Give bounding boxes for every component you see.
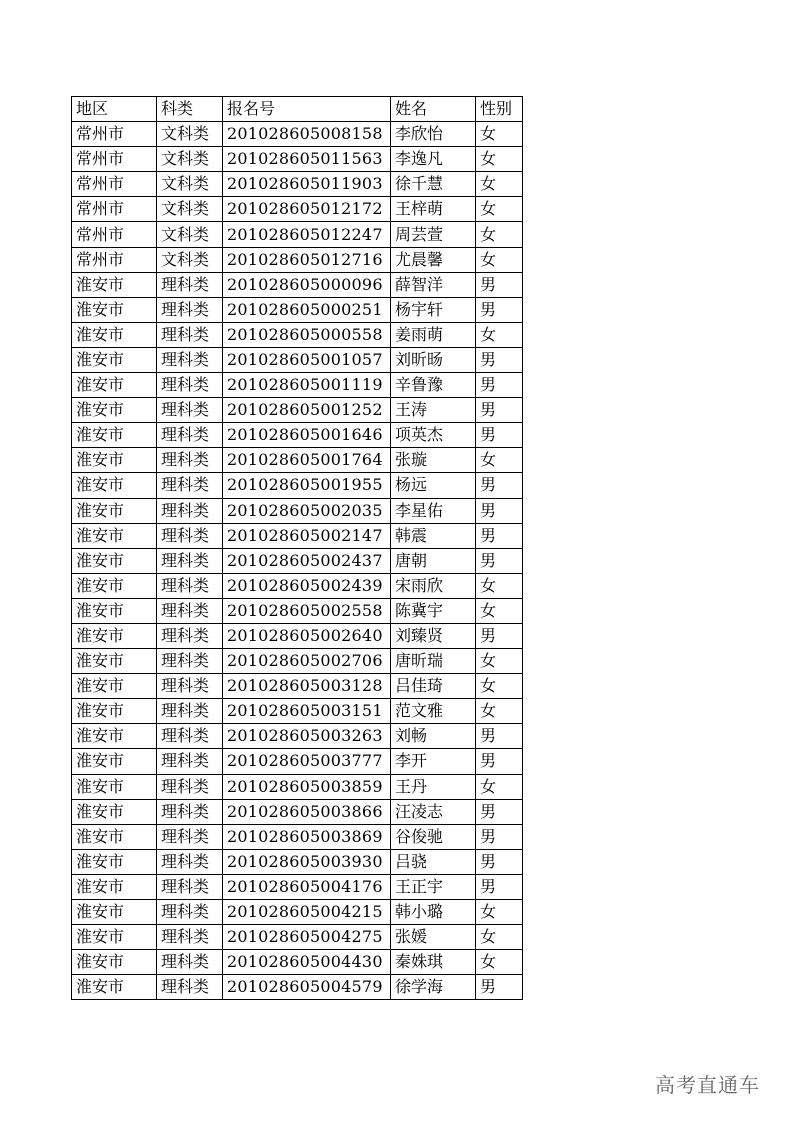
cell-name: 韩小璐	[391, 900, 476, 925]
cell-registration-number: 201028605004579	[223, 975, 391, 1000]
cell-region: 淮安市	[72, 373, 157, 398]
cell-category: 理科类	[157, 749, 223, 774]
cell-region: 淮安市	[72, 548, 157, 573]
cell-category: 文科类	[157, 147, 223, 172]
cell-category: 理科类	[157, 724, 223, 749]
table-body	[72, 122, 523, 1000]
cell-gender: 女	[476, 900, 523, 925]
cell-registration-number: 201028605008158	[223, 122, 391, 147]
cell-name: 薛智洋	[391, 272, 476, 297]
table-row	[72, 724, 523, 749]
cell-registration-number: 201028605011903	[223, 172, 391, 197]
table-row	[72, 900, 523, 925]
cell-name: 李逸凡	[391, 147, 476, 172]
cell-category: 文科类	[157, 122, 223, 147]
cell-registration-number: 201028605001057	[223, 347, 391, 372]
cell-category: 理科类	[157, 699, 223, 724]
cell-name: 李欣怡	[391, 122, 476, 147]
cell-gender: 女	[476, 247, 523, 272]
table-row	[72, 423, 523, 448]
cell-registration-number: 201028605012716	[223, 247, 391, 272]
table-row	[72, 674, 523, 699]
cell-gender: 女	[476, 147, 523, 172]
cell-name: 王梓萌	[391, 197, 476, 222]
cell-name: 范文雅	[391, 699, 476, 724]
table-row	[72, 448, 523, 473]
cell-gender: 男	[476, 849, 523, 874]
cell-gender: 男	[476, 724, 523, 749]
cell-region: 淮安市	[72, 774, 157, 799]
cell-name: 王涛	[391, 398, 476, 423]
cell-category: 理科类	[157, 272, 223, 297]
cell-category: 理科类	[157, 322, 223, 347]
cell-category: 理科类	[157, 623, 223, 648]
table-row	[72, 197, 523, 222]
header-name: 姓名	[391, 97, 476, 122]
cell-registration-number: 201028605003151	[223, 699, 391, 724]
cell-region: 淮安市	[72, 799, 157, 824]
cell-name: 刘畅	[391, 724, 476, 749]
cell-name: 张璇	[391, 448, 476, 473]
table-row	[72, 147, 523, 172]
cell-category: 文科类	[157, 247, 223, 272]
cell-category: 理科类	[157, 950, 223, 975]
cell-gender: 男	[476, 749, 523, 774]
cell-name: 宋雨欣	[391, 573, 476, 598]
cell-region: 常州市	[72, 247, 157, 272]
cell-region: 淮安市	[72, 272, 157, 297]
header-category: 科类	[157, 97, 223, 122]
cell-registration-number: 201028605003930	[223, 849, 391, 874]
table-row	[72, 573, 523, 598]
cell-gender: 男	[476, 498, 523, 523]
cell-gender: 女	[476, 925, 523, 950]
cell-category: 理科类	[157, 824, 223, 849]
cell-name: 张媛	[391, 925, 476, 950]
cell-name: 尤晨馨	[391, 247, 476, 272]
cell-region: 淮安市	[72, 849, 157, 874]
cell-gender: 男	[476, 799, 523, 824]
table-row	[72, 297, 523, 322]
table-row	[72, 925, 523, 950]
cell-category: 理科类	[157, 423, 223, 448]
table-row	[72, 523, 523, 548]
cell-gender: 女	[476, 774, 523, 799]
cell-gender: 男	[476, 373, 523, 398]
cell-registration-number: 201028605003866	[223, 799, 391, 824]
table-row	[72, 975, 523, 1000]
cell-region: 淮安市	[72, 498, 157, 523]
table-row	[72, 774, 523, 799]
cell-gender: 女	[476, 649, 523, 674]
table-row	[72, 122, 523, 147]
header-gender: 性别	[476, 97, 523, 122]
cell-region: 淮安市	[72, 874, 157, 899]
cell-region: 淮安市	[72, 950, 157, 975]
table-row	[72, 950, 523, 975]
header-registration-number: 报名号	[223, 97, 391, 122]
cell-registration-number: 201028605000251	[223, 297, 391, 322]
table-row	[72, 322, 523, 347]
cell-gender: 男	[476, 272, 523, 297]
cell-category: 理科类	[157, 874, 223, 899]
cell-name: 徐千慧	[391, 172, 476, 197]
cell-region: 常州市	[72, 197, 157, 222]
cell-registration-number: 201028605012172	[223, 197, 391, 222]
cell-category: 理科类	[157, 498, 223, 523]
table-row	[72, 272, 523, 297]
cell-registration-number: 201028605002439	[223, 573, 391, 598]
cell-region: 淮安市	[72, 649, 157, 674]
cell-name: 杨远	[391, 473, 476, 498]
cell-category: 理科类	[157, 347, 223, 372]
cell-region: 淮安市	[72, 423, 157, 448]
cell-name: 刘昕旸	[391, 347, 476, 372]
cell-name: 唐朝	[391, 548, 476, 573]
watermark-text: 高考直通车	[655, 1073, 760, 1097]
cell-region: 淮安市	[72, 523, 157, 548]
cell-region: 淮安市	[72, 347, 157, 372]
cell-region: 淮安市	[72, 674, 157, 699]
cell-gender: 男	[476, 523, 523, 548]
cell-region: 淮安市	[72, 398, 157, 423]
cell-name: 辛鲁豫	[391, 373, 476, 398]
cell-gender: 女	[476, 674, 523, 699]
cell-registration-number: 201028605004275	[223, 925, 391, 950]
cell-registration-number: 201028605002706	[223, 649, 391, 674]
cell-category: 理科类	[157, 649, 223, 674]
cell-registration-number: 201028605011563	[223, 147, 391, 172]
cell-region: 淮安市	[72, 975, 157, 1000]
table-row	[72, 849, 523, 874]
table-row	[72, 222, 523, 247]
cell-gender: 女	[476, 950, 523, 975]
cell-gender: 男	[476, 347, 523, 372]
cell-category: 文科类	[157, 222, 223, 247]
cell-name: 李开	[391, 749, 476, 774]
cell-name: 吕佳琦	[391, 674, 476, 699]
cell-gender: 男	[476, 975, 523, 1000]
cell-category: 理科类	[157, 925, 223, 950]
cell-gender: 男	[476, 423, 523, 448]
cell-gender: 女	[476, 448, 523, 473]
cell-category: 理科类	[157, 548, 223, 573]
cell-gender: 女	[476, 172, 523, 197]
cell-name: 唐昕瑞	[391, 649, 476, 674]
cell-registration-number: 201028605001119	[223, 373, 391, 398]
cell-region: 淮安市	[72, 297, 157, 322]
cell-name: 秦姝琪	[391, 950, 476, 975]
cell-registration-number: 201028605002640	[223, 623, 391, 648]
cell-registration-number: 201028605002558	[223, 598, 391, 623]
table-row	[72, 373, 523, 398]
cell-category: 文科类	[157, 197, 223, 222]
cell-gender: 男	[476, 623, 523, 648]
cell-region: 常州市	[72, 147, 157, 172]
cell-region: 淮安市	[72, 623, 157, 648]
table-row	[72, 799, 523, 824]
cell-category: 理科类	[157, 774, 223, 799]
cell-category: 理科类	[157, 849, 223, 874]
table-row	[72, 548, 523, 573]
cell-region: 淮安市	[72, 900, 157, 925]
cell-gender: 女	[476, 573, 523, 598]
cell-gender: 女	[476, 699, 523, 724]
cell-region: 淮安市	[72, 925, 157, 950]
cell-region: 淮安市	[72, 749, 157, 774]
cell-registration-number: 201028605001646	[223, 423, 391, 448]
cell-registration-number: 201028605004430	[223, 950, 391, 975]
cell-name: 吕骁	[391, 849, 476, 874]
table-row	[72, 824, 523, 849]
cell-name: 王正宇	[391, 874, 476, 899]
table-row	[72, 473, 523, 498]
cell-category: 理科类	[157, 900, 223, 925]
cell-registration-number: 201028605004176	[223, 874, 391, 899]
table-row	[72, 649, 523, 674]
cell-category: 文科类	[157, 172, 223, 197]
cell-gender: 女	[476, 322, 523, 347]
cell-category: 理科类	[157, 674, 223, 699]
cell-category: 理科类	[157, 473, 223, 498]
cell-registration-number: 201028605001764	[223, 448, 391, 473]
cell-category: 理科类	[157, 975, 223, 1000]
table-row	[72, 598, 523, 623]
cell-region: 淮安市	[72, 473, 157, 498]
table-row	[72, 172, 523, 197]
cell-gender: 女	[476, 222, 523, 247]
cell-gender: 女	[476, 197, 523, 222]
table-row	[72, 699, 523, 724]
cell-registration-number: 201028605012247	[223, 222, 391, 247]
cell-registration-number: 201028605002035	[223, 498, 391, 523]
cell-category: 理科类	[157, 799, 223, 824]
table-row	[72, 498, 523, 523]
cell-gender: 男	[476, 473, 523, 498]
cell-registration-number: 201028605003777	[223, 749, 391, 774]
table-row	[72, 347, 523, 372]
table-row	[72, 247, 523, 272]
cell-name: 徐学海	[391, 975, 476, 1000]
cell-region: 常州市	[72, 222, 157, 247]
cell-region: 常州市	[72, 122, 157, 147]
cell-category: 理科类	[157, 523, 223, 548]
cell-region: 淮安市	[72, 598, 157, 623]
cell-gender: 男	[476, 548, 523, 573]
cell-category: 理科类	[157, 573, 223, 598]
cell-registration-number: 201028605002147	[223, 523, 391, 548]
table-row	[72, 623, 523, 648]
cell-name: 杨宇轩	[391, 297, 476, 322]
cell-region: 淮安市	[72, 322, 157, 347]
cell-name: 刘臻贤	[391, 623, 476, 648]
cell-region: 淮安市	[72, 824, 157, 849]
cell-registration-number: 201028605004215	[223, 900, 391, 925]
cell-gender: 男	[476, 824, 523, 849]
cell-registration-number: 201028605003263	[223, 724, 391, 749]
header-region: 地区	[72, 97, 157, 122]
cell-gender: 女	[476, 122, 523, 147]
cell-region: 淮安市	[72, 573, 157, 598]
cell-region: 淮安市	[72, 699, 157, 724]
cell-name: 项英杰	[391, 423, 476, 448]
cell-name: 陈冀宇	[391, 598, 476, 623]
table-row	[72, 874, 523, 899]
cell-gender: 男	[476, 874, 523, 899]
cell-category: 理科类	[157, 398, 223, 423]
roster-table	[71, 96, 523, 1000]
cell-name: 姜雨萌	[391, 322, 476, 347]
table-row	[72, 749, 523, 774]
cell-name: 周芸萱	[391, 222, 476, 247]
cell-category: 理科类	[157, 448, 223, 473]
cell-region: 淮安市	[72, 724, 157, 749]
cell-registration-number: 201028605003859	[223, 774, 391, 799]
cell-region: 淮安市	[72, 448, 157, 473]
cell-registration-number: 201028605001252	[223, 398, 391, 423]
table-row	[72, 398, 523, 423]
cell-gender: 男	[476, 398, 523, 423]
cell-registration-number: 201028605000558	[223, 322, 391, 347]
cell-registration-number: 201028605001955	[223, 473, 391, 498]
cell-registration-number: 201028605003128	[223, 674, 391, 699]
cell-name: 谷俊驰	[391, 824, 476, 849]
cell-registration-number: 201028605002437	[223, 548, 391, 573]
cell-category: 理科类	[157, 373, 223, 398]
cell-region: 常州市	[72, 172, 157, 197]
header-row	[72, 97, 523, 122]
cell-gender: 女	[476, 598, 523, 623]
cell-registration-number: 201028605003869	[223, 824, 391, 849]
cell-name: 汪凌志	[391, 799, 476, 824]
cell-category: 理科类	[157, 297, 223, 322]
cell-registration-number: 201028605000096	[223, 272, 391, 297]
cell-name: 王丹	[391, 774, 476, 799]
cell-gender: 男	[476, 297, 523, 322]
cell-name: 韩震	[391, 523, 476, 548]
cell-name: 李星佑	[391, 498, 476, 523]
cell-category: 理科类	[157, 598, 223, 623]
